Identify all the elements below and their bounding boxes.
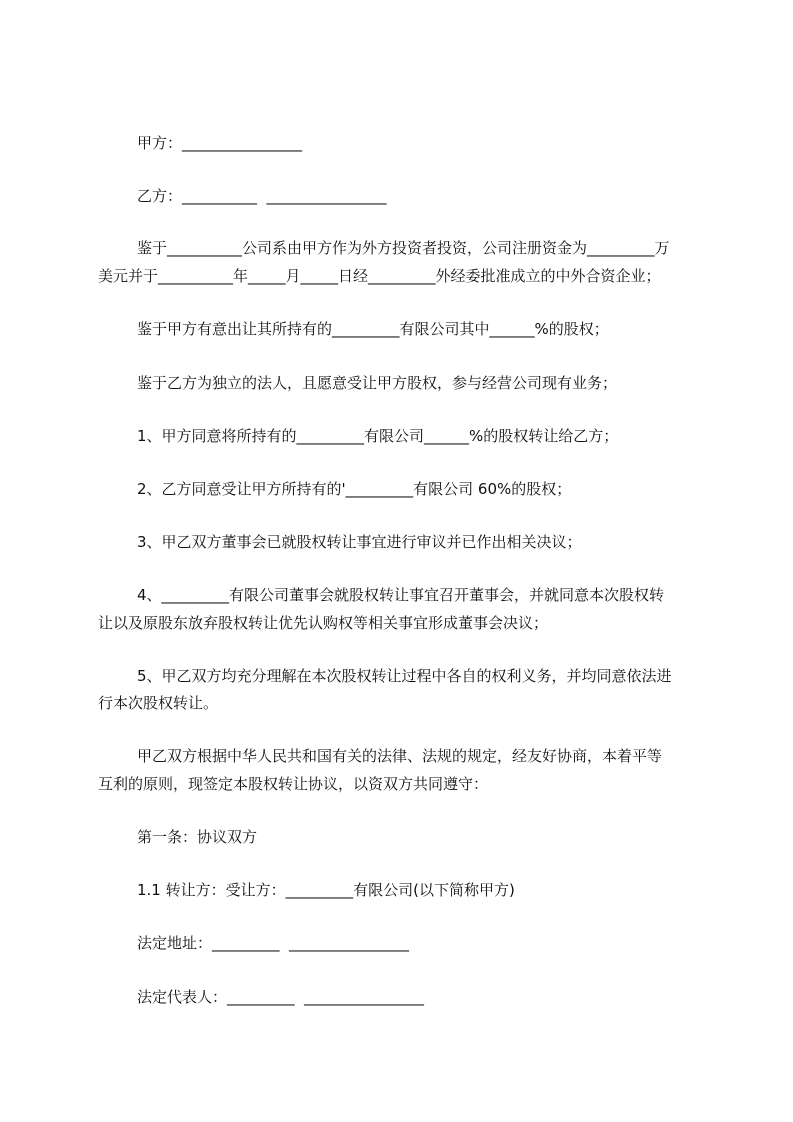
preamble-line-1: 甲乙双方根据中华人民共和国有关的法律、法规的规定，经友好协商，本着平等 bbox=[137, 747, 663, 765]
item-1-line: 1、甲方同意将所持有的_________有限公司______%的股权转让给乙方； bbox=[137, 427, 619, 445]
item-5-line-1: 5、甲乙双方均充分理解在本次股权转让过程中各自的权利义务，并均同意依法进 bbox=[137, 667, 672, 685]
whereas-2-line: 鉴于甲方有意出让其所持有的_________有限公司其中______%的股权； bbox=[137, 320, 609, 338]
whereas-1-line-2: 美元并于__________年_____月_____日经_________外经委批准成立的中外合资企业； bbox=[98, 267, 661, 285]
whereas-3-line: 鉴于乙方为独立的法人，且愿意受让甲方股权，参与经营公司现有业务； bbox=[137, 374, 618, 392]
legal-representative-line: 法定代表人：_________ ________________ bbox=[137, 988, 425, 1006]
item-5-line-2: 行本次股权转让。 bbox=[98, 694, 219, 712]
legal-address-line: 法定地址：_________ ________________ bbox=[137, 934, 410, 952]
preamble-line-2: 互利的原则，现签定本股权转让协议，以资双方共同遵守： bbox=[98, 775, 489, 793]
article-1-heading: 第一条：协议双方 bbox=[137, 828, 258, 846]
item-2-line: 2、乙方同意受让甲方所持有的'_________有限公司 60%的股权； bbox=[137, 480, 572, 498]
clause-1-1-line: 1.1 转让方：受让方：_________有限公司(以下简称甲方) bbox=[137, 881, 515, 899]
item-4-line-2: 让以及原股东放弃股权转让优先认购权等相关事宜形成董事会决议； bbox=[98, 614, 549, 632]
whereas-1-line-1: 鉴于__________公司系由甲方作为外方投资者投资，公司注册资金为_________万 bbox=[137, 239, 670, 257]
item-3-line: 3、甲乙双方董事会已就股权转让事宜进行审议并已作出相关决议； bbox=[137, 533, 582, 551]
party-a-line: 甲方：________________ bbox=[137, 134, 303, 152]
item-4-line-1: 4、_________有限公司董事会就股权转让事宜召开董事会，并就同意本次股权转 bbox=[137, 586, 665, 604]
party-b-line: 乙方：__________ ________________ bbox=[137, 187, 387, 205]
